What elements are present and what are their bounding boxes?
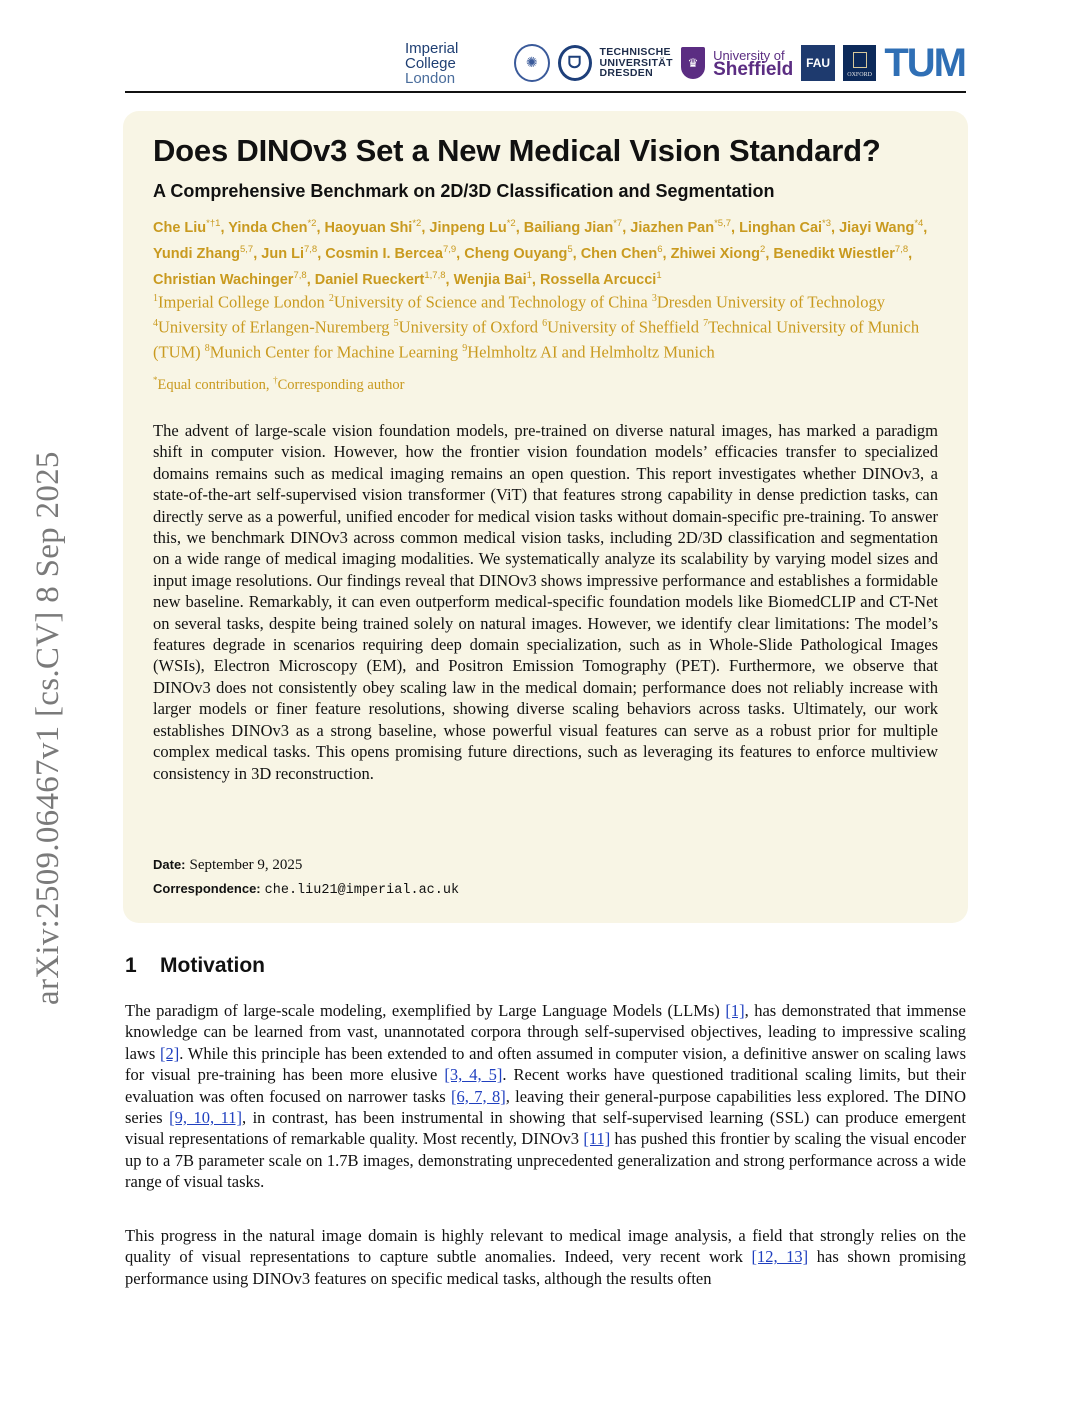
affiliation-name: Imperial College London — [158, 292, 325, 312]
equal-contribution-note — [153, 375, 404, 394]
author-affiliation-marker: *2 — [307, 218, 317, 229]
imperial-logo-line1: Imperial College — [405, 39, 459, 72]
author-name: Zhiwei Xiong — [670, 245, 761, 262]
paragraph-text: The paradigm of large-scale modeling, exemplified by Large Language Models (LLMs) — [125, 1001, 726, 1020]
sheffield-shield-icon: ♛ — [681, 47, 705, 79]
author-affiliation-marker: 1,7,8 — [424, 269, 446, 281]
paper-subtitle: A Comprehensive Benchmark on 2D/3D Classification and Segmentation — [153, 181, 775, 201]
author-name: Linghan Cai — [739, 219, 823, 236]
affiliation-number: 7 — [703, 318, 709, 329]
equal-mark: * — [153, 375, 158, 385]
author-affiliation-marker: 5 — [567, 243, 573, 255]
author-name: Jiayi Wang — [839, 219, 915, 236]
sheffield-logo — [713, 48, 794, 80]
corresponding-text: Corresponding author — [277, 376, 405, 393]
affiliation-name: Technical University of Munich (TUM) — [153, 317, 920, 362]
author-name: Bailiang Jian — [523, 219, 614, 236]
author-affiliation-marker: 1 — [656, 269, 662, 281]
paper-title: Does DINOv3 Set a New Medical Vision Standard? — [153, 133, 881, 168]
author-name: Rossella Arcucci — [539, 271, 657, 288]
oxford-logo — [843, 45, 877, 81]
author-name: Wenjia Bai — [453, 271, 527, 288]
affiliation-number: 9 — [462, 343, 468, 354]
author-affiliation-marker: 7,8 — [293, 269, 307, 281]
author-affiliation-marker: *2 — [412, 218, 422, 229]
author-affiliation-marker: 1 — [526, 269, 532, 281]
affiliation-number: 2 — [328, 293, 334, 304]
correspondence-row — [153, 877, 853, 902]
paragraph-text: , leaving their general-purpose capabilities less explored. The DINO series — [125, 1086, 966, 1128]
institution-logos — [405, 39, 965, 87]
author-affiliation-marker: *3 — [822, 218, 832, 229]
author-name: Jun Li — [261, 245, 304, 262]
sheffield-line2: Sheffield — [713, 59, 794, 80]
motivation-paragraph-1 — [125, 1000, 966, 1193]
author-affiliation-marker: 2 — [760, 243, 766, 255]
affiliation-name: Helmholtz AI and Helmholtz Munich — [467, 342, 715, 362]
imperial-college-logo — [405, 41, 506, 86]
fau-logo: FAU — [801, 45, 835, 81]
author-name: Haoyuan Shi — [324, 219, 413, 236]
author-affiliation-marker: *7 — [613, 218, 623, 229]
section-number: 1 — [125, 954, 137, 977]
paragraph-text: has shown promising performance using DINOv3 features on specific medical tasks, although the results often — [125, 1247, 966, 1288]
affiliation-number: 8 — [204, 343, 210, 354]
tud-logo-icon: ᗜ — [558, 45, 592, 81]
citation-link[interactable]: [1] — [725, 1001, 745, 1020]
citation-link[interactable]: [11] — [583, 1129, 611, 1149]
citation-link[interactable]: [9, 10, 11] — [169, 1108, 242, 1128]
corresponding-mark: † — [273, 375, 278, 385]
author-name: Yinda Chen — [228, 219, 308, 236]
section-title: Motivation — [160, 954, 265, 977]
arxiv-identifier-stamp: arXiv:2509.06467v1 [cs.CV] 8 Sep 2025 — [30, 451, 66, 1005]
author-list: Che Liu$^{*\dagger 1}$, Yinda Chen$^{*2}$, Haoyuan Shi$^{*2}$, Jinpeng Lu$^{*2}$, Bailiang Jian$^{*7}$, Jiazhen Pan$^{*5,7}$, Linghan Cai$^{*3}$, Jiayi Wang$^{*4}$, Yundi Zhang$^{5,7}$, Jun Li$^{7,8}$, Cosmin I. Bercea$^{7,9}$, Cheng Ouyang$^5$, Chen Chen$^6$, Zhiwei Xiong$^2$, Benedikt Wiestler$^{7,8}$, Christian Wachinger$^{7,8}$, Daniel Rueckert$^{1,7,8}$, Wenjia Bai$^1$, Rossella Arcucci$^1$ — [153, 218, 928, 288]
correspondence-email[interactable]: che.liu21@imperial.ac.uk — [264, 883, 460, 898]
tum-logo: TUM — [884, 41, 965, 85]
affiliation-number: 3 — [651, 293, 657, 304]
paragraph-text: . Recent works have questioned traditional scaling limits, but their evaluation was often focused on narrower tasks — [125, 1065, 966, 1106]
paragraph-text: has pushed this frontier by scaling the visual encoder up to a 7B parameter scale on 1.7B images, demonstrating unprecedented generalization and strong performance across a wide range of visual tasks. — [125, 1129, 966, 1192]
author-name: Christian Wachinger — [153, 271, 294, 288]
author-name: Che Liu — [153, 219, 207, 236]
citation-link[interactable]: [12, 13] — [751, 1247, 809, 1267]
author-name: Jiazhen Pan — [630, 219, 715, 236]
author-affiliation-marker: *†1 — [206, 218, 221, 229]
author-affiliation-marker: *4 — [914, 218, 924, 229]
author-name: Jinpeng Lu — [429, 219, 507, 236]
author-affiliation-marker: 6 — [657, 243, 663, 255]
citation-link[interactable]: [3, 4, 5] — [444, 1065, 503, 1085]
tud-line1: TECHNISCHE — [599, 46, 671, 59]
author-affiliation-marker: 7,8 — [303, 243, 318, 255]
motivation-paragraph-2 — [125, 1225, 966, 1289]
imperial-logo-line2: London — [405, 69, 456, 87]
oxford-crest-icon — [853, 52, 867, 68]
affiliation-name: University of Erlangen-Nuremberg — [158, 317, 390, 337]
affiliation-name: Munich Center for Machine Learning — [209, 342, 459, 362]
affiliation-number: 1 — [153, 293, 158, 304]
author-name: Daniel Rueckert — [314, 271, 425, 288]
author-affiliation-marker: 7,9 — [442, 243, 457, 255]
author-affiliation-marker: 5,7 — [240, 243, 254, 255]
author-name: Benedikt Wiestler — [773, 245, 895, 262]
tu-dresden-logo — [600, 47, 673, 79]
paragraph-text: This progress in the natural image domain is highly relevant to medical image analysis, a field that strongly relies on the quality of visual representations to capture subtle anomalies. Indeed, very recent work — [125, 1226, 966, 1267]
affiliation-name: University of Science and Technology of China — [333, 292, 648, 312]
abstract-text: The advent of large-scale vision foundation models, pre-trained on diverse natural images, has marked a paradigm shift in computer vision. However, how the frontier vision foundation models’ efficacies transfer to specialized domains remains such as medical imaging remains an open question. This report investigates whether DINOv3, a state-of-the-art self-supervised vision transformer (ViT) that features strong capability in dense prediction tasks, can directly serve as a powerful, unified encoder for medical vision tasks without domain-specific pre-training. To answer this, we benchmark DINOv3 across common medical vision tasks, including 2D/3D classification and segmentation on a wide range of medical imaging modalities. We systematically analyze its scalability by varying model sizes and input image resolutions. Our findings reveal that DINOv3 shows impressive performance and establishes a formidable new baseline. Remarkably, it can even outperform medical-specific foundation models like BiomedCLIP and CT-Net on several tasks, despite being trained solely on natural images. However, we identify clear limitations: The model’s features degrade in scenarios requiring deep domain specialization, such as in Whole-Slide Pathological Images (WSIs), Electron Microscopy (EM), and Positron Emission Tomography (PET). Furthermore, we observe that DINOv3 does not consistently obey scaling law in the medical domain; performance does not reliably increase with larger models or finer feature resolutions, showing diverse scaling behaviors across tasks. Ultimately, our work establishes DINOv3 as a strong baseline, whose powerful visual features can serve as a robust prior for multiple complex medical tasks. This opens promising future directions, such as leveraging its features to enforce multiview consistency in 3D reconstruction. — [153, 421, 938, 783]
oxford-label: OXFORD — [847, 72, 872, 78]
author-name: Cheng Ouyang — [464, 245, 568, 262]
tud-line3: DRESDEN — [599, 67, 653, 80]
affiliation-list — [153, 288, 923, 363]
ustc-seal-icon: ✺ — [514, 44, 550, 82]
affiliation-number: 4 — [153, 318, 158, 329]
paragraph-text: , has demonstrated that immense knowledge can be learned from vast, unannotated corpora through self-supervised objectives, leading to impressive scaling laws — [125, 1001, 966, 1063]
paragraph-text: . While this principle has been extended to and often assumed in computer vision, a definitive answer on scaling laws for visual pre-training has been more elusive — [125, 1043, 966, 1085]
affiliation-name: University of Sheffield — [547, 317, 699, 337]
author-name: Cosmin I. Bercea — [325, 245, 443, 262]
author-affiliation-marker: *5,7 — [714, 218, 731, 229]
equal-text: Equal contribution, — [157, 376, 274, 393]
section-heading-motivation — [125, 954, 265, 978]
correspondence-label: Correspondence: — [153, 881, 261, 896]
sheffield-line1: University of — [713, 48, 785, 63]
paragraph-text: , in contrast, has been instrumental in showing that self-supervised learning (SSL) can produce emergent visual representations of remarkable quality. Most recently, DINOv3 — [125, 1108, 966, 1149]
tud-line2: UNIVERSITÄT — [599, 56, 673, 69]
date-row — [153, 853, 853, 877]
citation-link[interactable]: [6, 7, 8] — [451, 1086, 506, 1106]
affiliation-number: 5 — [393, 318, 399, 329]
author-affiliation-marker: 7,8 — [894, 243, 909, 255]
affiliation-number: 6 — [542, 318, 548, 329]
date-value: September 9, 2025 — [189, 857, 303, 873]
author-name: Chen Chen — [580, 245, 658, 262]
author-name: Yundi Zhang — [153, 245, 240, 262]
author-affiliation-marker: *2 — [506, 218, 516, 229]
paper-meta — [153, 853, 853, 902]
citation-link[interactable]: [2] — [159, 1043, 180, 1063]
date-label: Date: — [153, 857, 186, 872]
header-rule — [125, 91, 966, 93]
affiliation-name: University of Oxford — [398, 317, 538, 337]
affiliation-name: Dresden University of Technology — [656, 292, 885, 312]
